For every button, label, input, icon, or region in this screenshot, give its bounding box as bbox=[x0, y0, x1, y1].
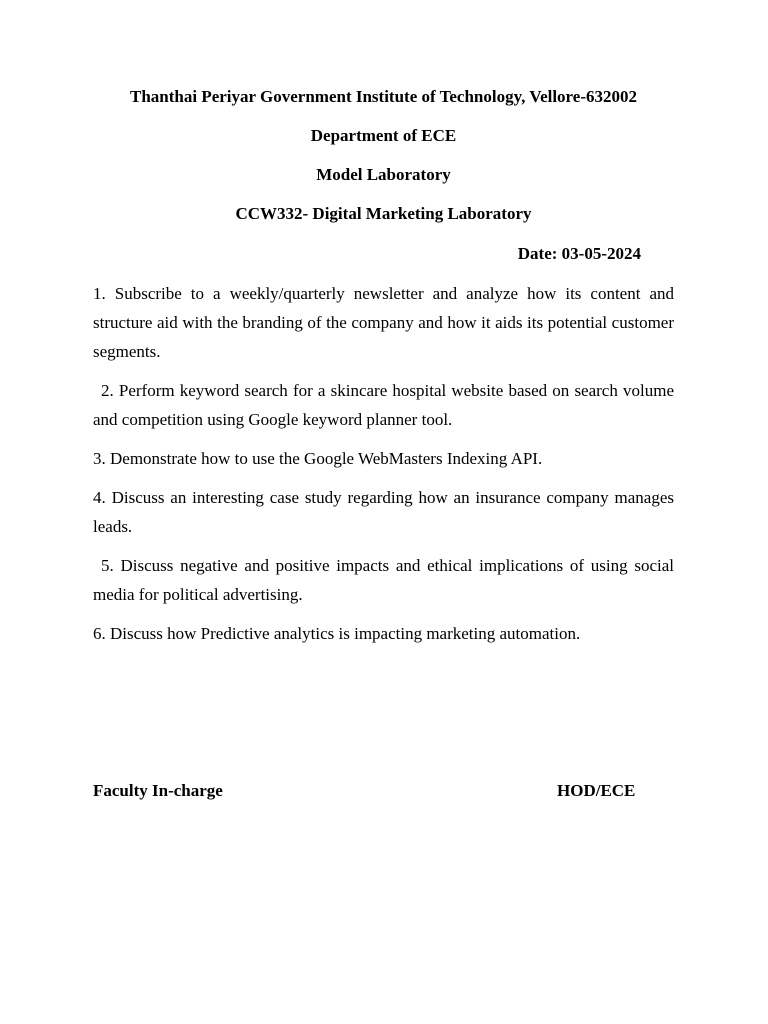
question-list bbox=[93, 279, 674, 658]
exam-title: Model Laboratory bbox=[316, 165, 451, 184]
institute-title: Thanthai Periyar Government Institute of Technology, Vellore-632002 bbox=[129, 87, 638, 106]
question-4: 4. Discuss an interesting case study regarding how an insurance company manages leads. bbox=[93, 488, 674, 536]
question-6: 6. Discuss how Predictive analytics is impacting marketing automation. bbox=[93, 624, 581, 643]
question-3: 3. Demonstrate how to use the Google WebMasters Indexing API. bbox=[93, 449, 543, 468]
document-page bbox=[93, 0, 674, 1024]
question-1: 1. Subscribe to a weekly/quarterly newsletter and analyze how its content and structure aid with the branding of the company and how it aids its potential customer segments. bbox=[93, 284, 674, 361]
faculty-signature-label: Faculty In-charge bbox=[93, 781, 223, 800]
exam-date: Date: 03-05-2024 bbox=[517, 244, 641, 263]
question-5: 5. Discuss negative and positive impacts and ethical implications of using social media for political advertising. bbox=[93, 556, 674, 604]
department-title: Department of ECE bbox=[310, 126, 457, 145]
hod-signature-label: HOD/ECE bbox=[557, 781, 636, 800]
course-title: CCW332- Digital Marketing Laboratory bbox=[235, 204, 532, 223]
question-2: 2. Perform keyword search for a skincare hospital website based on search volume and competition using Google keyword planner tool. bbox=[93, 381, 674, 429]
